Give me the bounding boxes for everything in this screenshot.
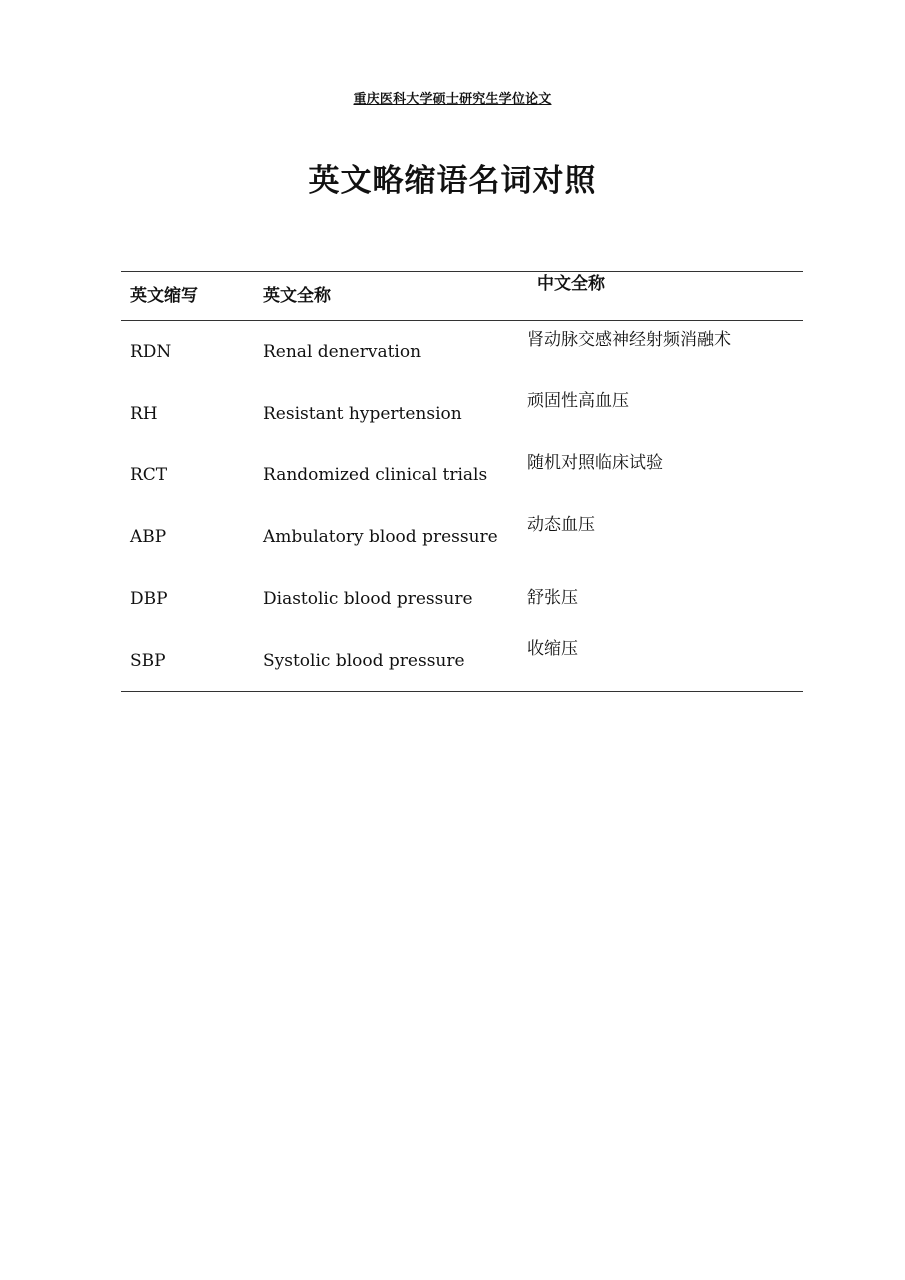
english-name-cell: Resistant hypertension [263, 404, 462, 424]
chinese-name-cell: 肾动脉交感神经射频消融术 [527, 330, 731, 350]
abbreviation-cell: DBP [130, 589, 168, 609]
english-name-cell: Diastolic blood pressure [263, 589, 473, 609]
chinese-name-cell: 动态血压 [527, 515, 595, 535]
english-name-cell: Systolic blood pressure [263, 651, 465, 671]
page-title: 英文略缩语名词对照 [308, 163, 597, 199]
table-header-rule [121, 320, 803, 321]
english-name-cell: Renal denervation [263, 342, 422, 362]
column-header-chinese-full-name: 中文全称 [537, 274, 605, 294]
abbreviation-cell: RH [130, 404, 158, 424]
abbreviation-cell: RDN [130, 342, 172, 362]
abbreviation-cell: RCT [130, 465, 168, 485]
chinese-name-cell: 顽固性高血压 [527, 391, 629, 411]
table-top-rule [121, 271, 803, 272]
abbreviation-cell: ABP [130, 527, 167, 547]
running-header: 重庆医科大学硕士研究生学位论文 [353, 92, 552, 107]
english-name-cell: Randomized clinical trials [263, 465, 488, 485]
table-bottom-rule [121, 691, 803, 692]
abbreviation-cell: SBP [130, 651, 166, 671]
chinese-name-cell: 随机对照临床试验 [527, 453, 663, 473]
column-header-abbreviation: 英文缩写 [130, 286, 198, 306]
column-header-english-full-name: 英文全称 [263, 286, 331, 306]
chinese-name-cell: 收缩压 [527, 639, 578, 659]
chinese-name-cell: 舒张压 [527, 588, 578, 608]
english-name-cell: Ambulatory blood pressure [263, 527, 498, 547]
